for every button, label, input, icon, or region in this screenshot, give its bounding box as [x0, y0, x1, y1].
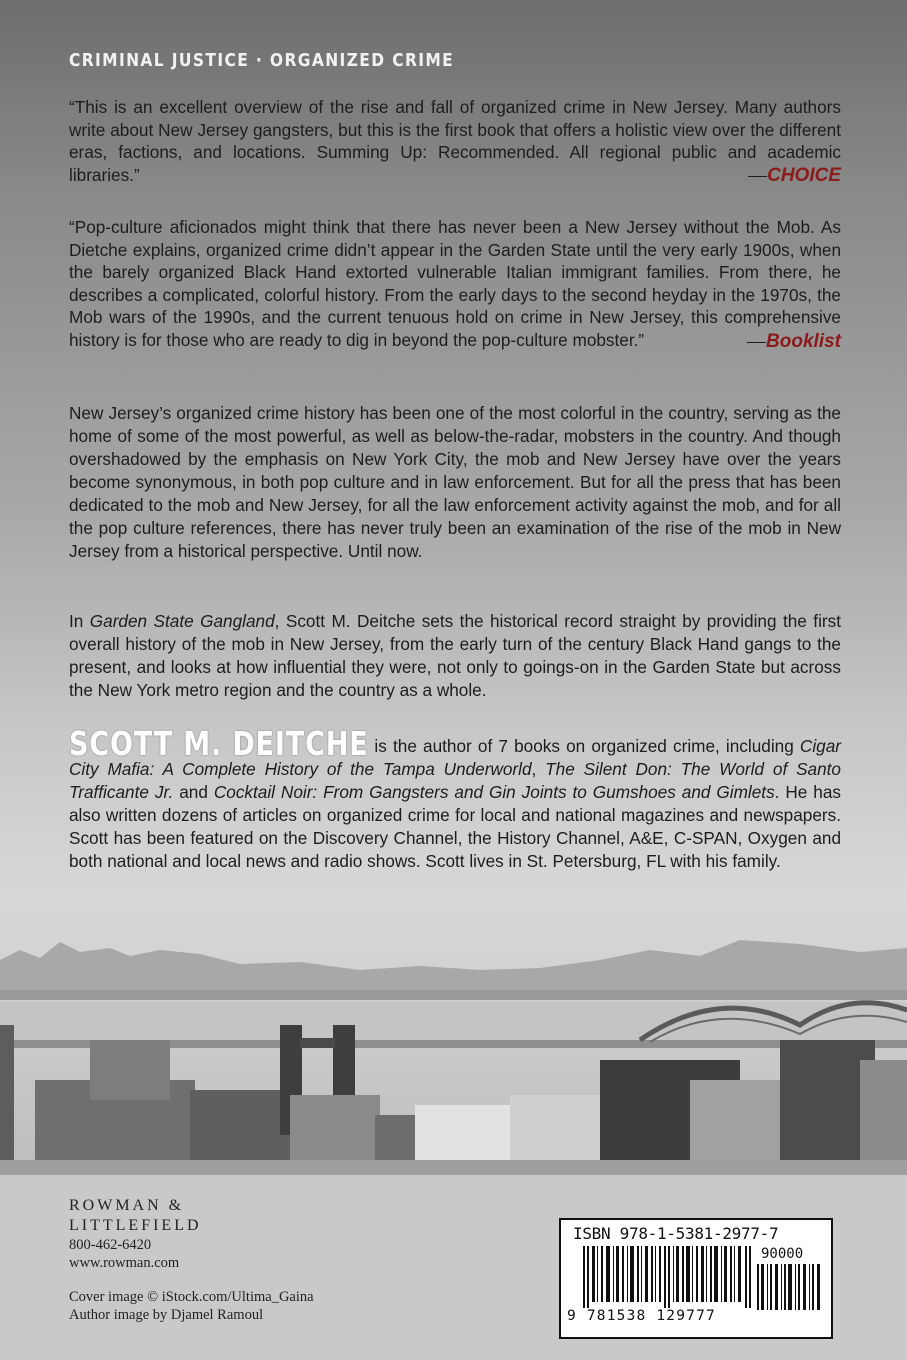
- review-choice: [69, 96, 841, 188]
- review-text: “This is an excellent overview of the rise and fall of organized crime in New Jersey. Many authors write about New Jersey gangsters, but this is the first book that offers a holistic view over the different eras, factions, and locations. Summing Up: Recommended. All regional public and academic libraries.”: [69, 97, 841, 185]
- publisher-phone: 800-462-6420: [69, 1237, 152, 1253]
- review-attribution: —CHOICE: [748, 165, 841, 187]
- review-text: “Pop-culture aficionados might think that there has never been a New Jersey without the Mob. As Dietche explains, organized crime didn’t appear in the Garden State until the very early 1900s, when the barely organized Black Hand extorted vulnerable Italian immigrant families. From there, he describes a complicated, colorful history. From the early days to the second heyday in the 1970s, the Mob wars of the 1990s, and the current tenuous hold on crime in New Jersey, this comprehensive history is for those who are ready to dig in beyond the pop-culture mobster.”: [69, 217, 841, 350]
- book-title: Cigar City Mafia: A Complete History of the Tampa Underworld: [69, 736, 841, 779]
- author-name: SCOTT M. DEITCHE: [69, 724, 369, 763]
- addon-barcode-bars: [757, 1264, 821, 1310]
- book-title: Garden State Gangland: [89, 611, 275, 631]
- publisher-logo: ROWMAN & LITTLEFIELD: [69, 1197, 202, 1234]
- isbn-barcode: [559, 1218, 833, 1339]
- book-title: Cocktail Noir: From Gangsters and Gin Joints to Gumshoes and Gimlets: [213, 782, 775, 802]
- review-source: CHOICE: [767, 165, 841, 187]
- author-photo-credit: Author image by Djamel Ramoul: [69, 1307, 264, 1323]
- review-booklist: [69, 216, 841, 353]
- review-source: Booklist: [766, 330, 841, 352]
- city-skyline-image: [0, 930, 907, 1175]
- description-paragraph-1: New Jersey’s organized crime history has been one of the most colorful in the country, serving as the home of some of the most powerful, as well as below-the-radar, mobsters in the country. And though overshadowed by the emphasis on New York City, the mob and New Jersey have over the years become synonymous, in both pop culture and in law enforcement. But for all the press that has been dedicated to the mob and New Jersey, for all the law enforcement activity against the mob, and for all the pop culture references, there has never truly been an examination of the rise of the mob in New Jersey from a historical perspective. Until now.: [69, 403, 841, 561]
- book-title: The Silent Don: The World of Santo Trafficante Jr.: [69, 759, 841, 802]
- ean-barcode-bars: [583, 1246, 753, 1308]
- publisher-contact: [69, 1236, 179, 1272]
- image-credits: [69, 1288, 314, 1324]
- review-attribution: —Booklist: [747, 330, 841, 352]
- publisher-website: www.rowman.com: [69, 1255, 180, 1271]
- author-bio: SCOTT M. DEITCHE is the author of 7 books on organized crime, including Cigar City Mafia: A Complete History of the Tampa Underworld, The Silent Don: The World of Santo Trafficante Jr. and Cocktail Noir: From Gangsters and Gin Joints to Gumshoes and Gimlets. He has also written dozens of articles on organized crime for local and national magazines and newspapers. Scott has been featured on the Discovery Channel, the History Channel, A&E, C-SPAN, Oxygen and both national and local news and radio shows. Scott lives in St. Petersburg, FL with his family.: [69, 724, 841, 871]
- cover-credit: Cover image © iStock.com/Ultima_Gaina: [69, 1289, 314, 1305]
- ean-digits: 9 781538 129777: [567, 1308, 716, 1324]
- isbn-number: ISBN 978-1-5381-2977-7: [573, 1224, 779, 1243]
- price-code: 90000: [761, 1246, 804, 1262]
- description-paragraph-2: In Garden State Gangland, Scott M. Deitche sets the historical record straight by providing the first overall history of the mob in New Jersey, from the early turn of the century Black Hand gangs to the present, and looks at how influential they were, not only to goings-on in the Garden State but across the New York metro region and the country as a whole.: [69, 611, 841, 700]
- category-label: CRIMINAL JUSTICE · ORGANIZED CRIME: [69, 50, 455, 71]
